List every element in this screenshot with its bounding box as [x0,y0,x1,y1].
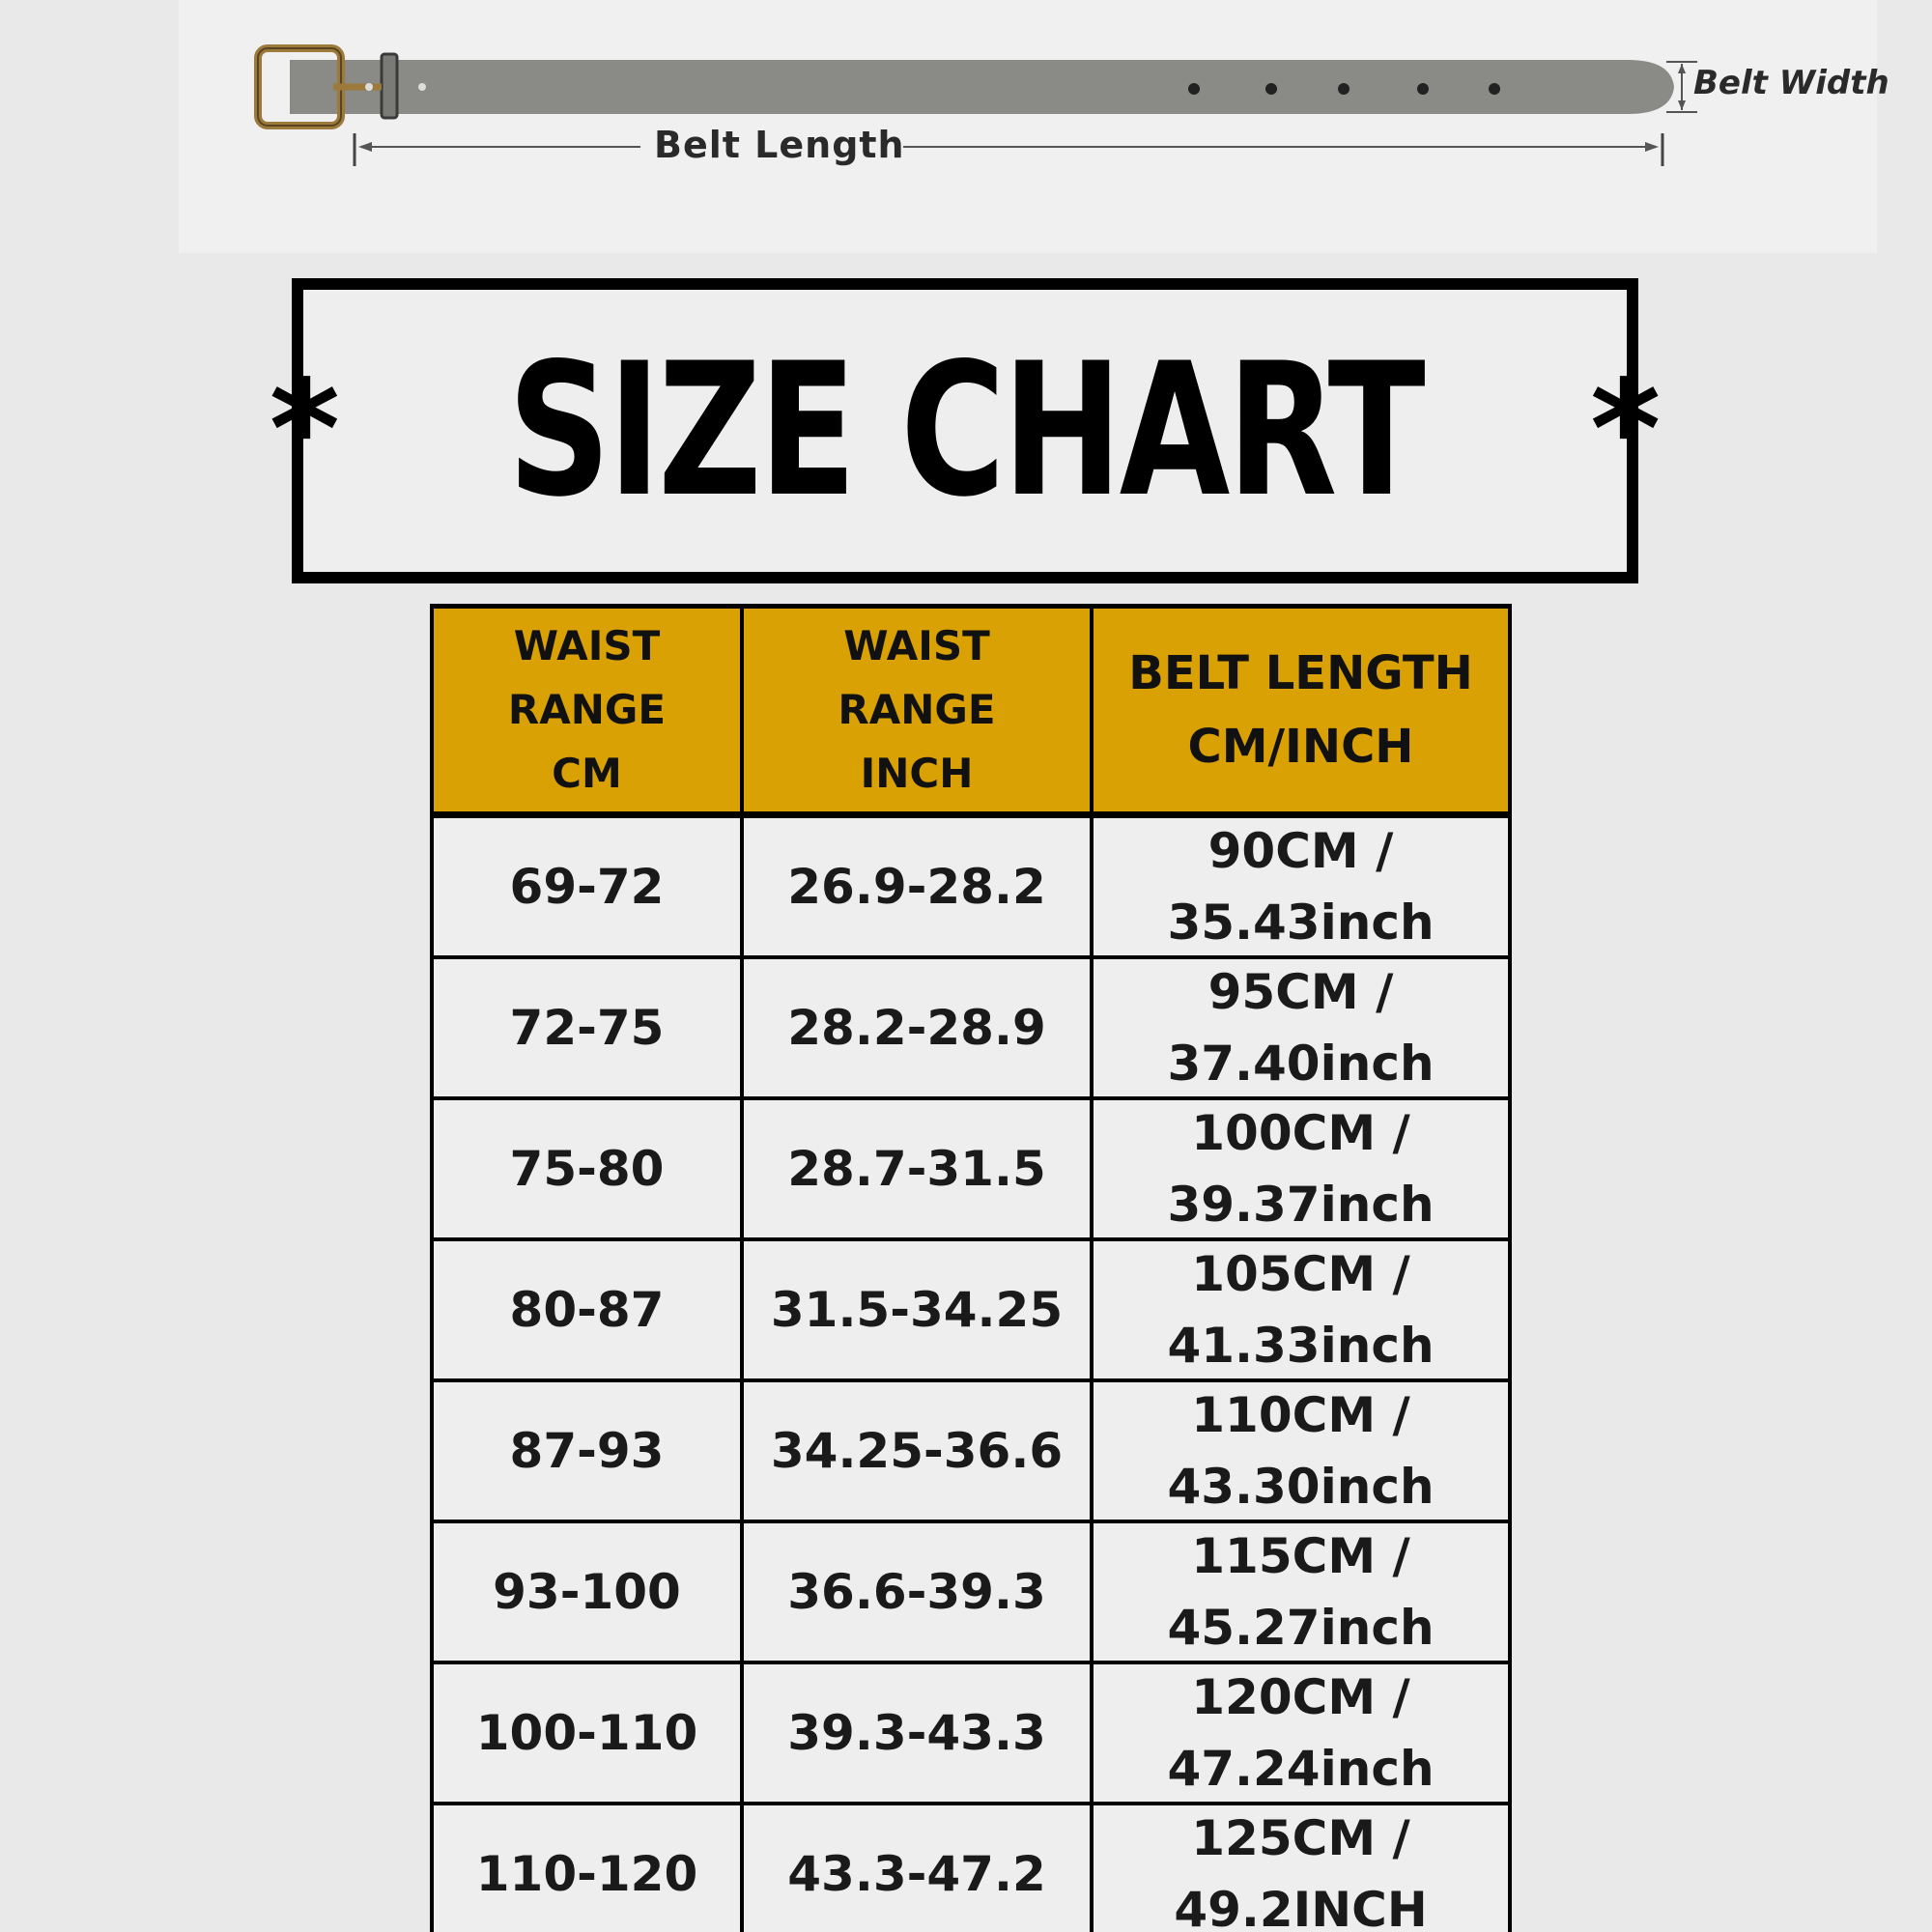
belt-length-inch: 35.43inch [1167,895,1435,951]
asterisk-icon: * [1590,352,1662,509]
waist-cm-cell: 72-75 [430,959,744,1096]
belt-length-inch: 37.40inch [1167,1036,1435,1092]
belt-length-inch: 43.30inch [1167,1459,1435,1515]
belt-length-cm: 125CM / [1191,1810,1410,1866]
waist-cm-cell: 93-100 [430,1523,744,1661]
waist-cm-cell: 100-110 [430,1664,744,1802]
belt-hole [1338,83,1350,95]
belt-hole [1188,83,1200,95]
header-waist-range-cm: WAIST RANGE CM [430,609,744,811]
belt-length-cm: 110CM / [1191,1387,1410,1443]
belt-length-cell [1094,1805,1512,1932]
waist-inch-cell: 28.2-28.9 [744,959,1094,1096]
table-row [430,818,1512,959]
belt-length-cell [1094,959,1512,1096]
belt-length-cell [1094,1382,1512,1520]
table-row [430,1382,1512,1523]
waist-inch-cell: 36.6-39.3 [744,1523,1094,1661]
belt-diagram [179,0,1889,253]
belt-length-cell [1094,818,1512,955]
waist-inch-cell: 31.5-34.25 [744,1241,1094,1378]
belt-length-cell [1094,1523,1512,1661]
asterisk-icon: * [269,352,340,509]
belt-length-label: Belt Length [654,124,905,166]
belt-length-cm: 90CM / [1208,823,1394,879]
waist-cm-cell: 69-72 [430,818,744,955]
belt-length-inch: 47.24inch [1167,1741,1435,1797]
waist-cm-cell: 80-87 [430,1241,744,1378]
waist-inch-cell: 34.25-36.6 [744,1382,1094,1520]
waist-inch-cell: 39.3-43.3 [744,1664,1094,1802]
belt-length-inch: 41.33inch [1167,1318,1435,1374]
belt-hole [1265,83,1277,95]
belt-length-cm: 105CM / [1191,1246,1410,1302]
page-title: SIZE CHART [507,324,1423,537]
header-belt-length: BELT LENGTH CM/INCH [1094,609,1512,811]
belt-strap [290,60,1674,114]
belt-length-cm: 95CM / [1208,964,1394,1020]
belt-length-cell [1094,1664,1512,1802]
belt-length-inch: 39.37inch [1167,1177,1435,1233]
belt-length-cm: 120CM / [1191,1669,1410,1725]
header-waist-range-inch: WAIST RANGE INCH [744,609,1094,811]
size-table [430,604,1512,1932]
belt-length-cm: 100CM / [1191,1105,1410,1161]
belt-length-cm: 115CM / [1191,1528,1410,1584]
waist-cm-cell: 110-120 [430,1805,744,1932]
belt-length-cell [1094,1241,1512,1378]
belt-hole [1417,83,1429,95]
table-row [430,1805,1512,1932]
waist-cm-cell: 87-93 [430,1382,744,1520]
belt-length-cell [1094,1100,1512,1237]
belt-keeper [382,54,397,118]
table-row [430,1241,1512,1382]
size-chart-title-box [269,278,1662,583]
belt-width-label: Belt Width [1693,64,1889,102]
belt-hole [1489,83,1500,95]
table-row [430,1664,1512,1805]
belt-length-inch: 45.27inch [1167,1600,1435,1656]
table-header-row [430,604,1512,818]
waist-cm-cell: 75-80 [430,1100,744,1237]
waist-inch-cell: 26.9-28.2 [744,818,1094,955]
belt-length-inch: 49.2INCH [1174,1882,1428,1932]
table-row [430,959,1512,1100]
waist-inch-cell: 43.3-47.2 [744,1805,1094,1932]
table-row [430,1523,1512,1664]
table-row [430,1100,1512,1241]
waist-inch-cell: 28.7-31.5 [744,1100,1094,1237]
belt-illustration [179,0,1877,253]
